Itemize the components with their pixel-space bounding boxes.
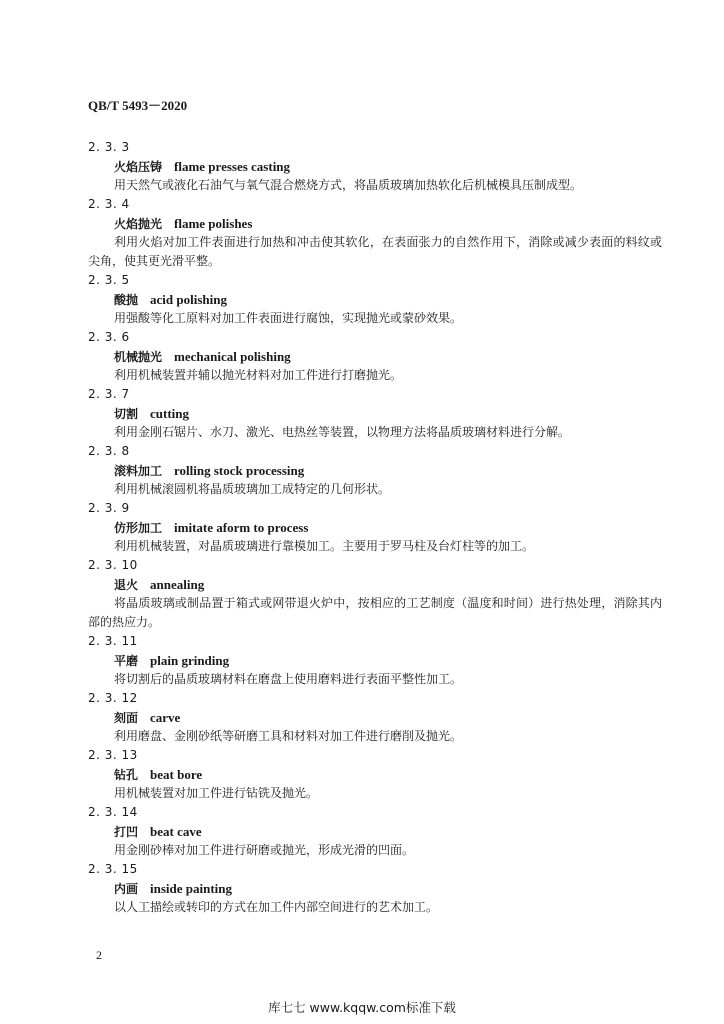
term-list xyxy=(88,138,662,917)
clause-number: 2. 3. 6 xyxy=(88,330,130,344)
term-definition: 利用金刚石锯片、水刀、激光、电热丝等装置，以物理方法将晶质玻璃材料进行分解。 xyxy=(114,425,571,439)
term-definition: 利用火焰对加工件表面进行加热和冲击使其软化，在表面张力的自然作用下，消除或减少表面的料纹或尖角，使其更光滑平整。 xyxy=(88,235,662,268)
term-en: carve xyxy=(150,710,181,725)
term-definition: 用天然气或液化石油气与氧气混合燃烧方式，将晶质玻璃加热软化后机械模具压制成型。 xyxy=(114,178,583,192)
term-heading xyxy=(88,575,662,594)
clause-number: 2. 3. 12 xyxy=(88,691,138,705)
term-heading xyxy=(88,651,662,670)
term-entry xyxy=(88,689,662,746)
page-number: 2 xyxy=(96,948,102,962)
term-en: plain grinding xyxy=(150,653,230,668)
term-entry xyxy=(88,328,662,385)
term-definition: 用机械装置对加工件进行钻铣及抛光。 xyxy=(114,786,319,800)
term-zh: 滚料加工 xyxy=(114,464,163,478)
term-en: beat bore xyxy=(150,767,203,782)
term-zh: 钻孔 xyxy=(114,768,139,782)
term-heading xyxy=(88,879,662,898)
term-entry xyxy=(88,138,662,195)
term-en: flame polishes xyxy=(174,216,253,231)
clause-number: 2. 3. 10 xyxy=(88,558,138,572)
term-en: beat cave xyxy=(150,824,202,839)
term-zh: 仿形加工 xyxy=(114,521,163,535)
term-definition: 利用机械装置，对晶质玻璃进行靠模加工。主要用于罗马柱及台灯柱等的加工。 xyxy=(114,539,535,553)
term-zh: 刻面 xyxy=(114,711,139,725)
term-entry xyxy=(88,195,662,271)
clause-number: 2. 3. 3 xyxy=(88,140,130,154)
clause-number: 2. 3. 8 xyxy=(88,444,130,458)
term-heading xyxy=(88,765,662,784)
term-en: acid polishing xyxy=(150,292,227,307)
term-heading xyxy=(88,347,662,366)
term-en: inside painting xyxy=(150,881,233,896)
term-heading xyxy=(88,822,662,841)
term-entry xyxy=(88,385,662,442)
term-definition: 将晶质玻璃或制品置于箱式或网带退火炉中，按相应的工艺制度（温度和时间）进行热处理，消除其内部的热应力。 xyxy=(88,596,662,629)
footer-watermark: 库七七 www.kqqw.com标准下载 xyxy=(268,1000,456,1015)
term-entry xyxy=(88,499,662,556)
term-en: mechanical polishing xyxy=(174,349,291,364)
clause-number: 2. 3. 7 xyxy=(88,387,130,401)
term-zh: 平磨 xyxy=(114,654,139,668)
clause-number: 2. 3. 9 xyxy=(88,501,130,515)
term-entry xyxy=(88,746,662,803)
term-entry xyxy=(88,271,662,328)
clause-number: 2. 3. 14 xyxy=(88,805,138,819)
term-zh: 切割 xyxy=(114,407,139,421)
term-entry xyxy=(88,860,662,917)
term-zh: 打凹 xyxy=(114,825,139,839)
term-en: annealing xyxy=(150,577,205,592)
term-heading xyxy=(88,290,662,309)
term-heading xyxy=(88,157,662,176)
term-zh: 火焰抛光 xyxy=(114,217,163,231)
term-definition: 以人工描绘或转印的方式在加工件内部空间进行的艺术加工。 xyxy=(114,900,439,914)
term-en: imitate aform to process xyxy=(174,520,309,535)
clause-number: 2. 3. 5 xyxy=(88,273,130,287)
term-entry xyxy=(88,632,662,689)
term-entry xyxy=(88,803,662,860)
term-zh: 机械抛光 xyxy=(114,350,163,364)
clause-number: 2. 3. 4 xyxy=(88,197,130,211)
clause-number: 2. 3. 11 xyxy=(88,634,138,648)
term-zh: 火焰压铸 xyxy=(114,160,163,174)
term-definition: 用金刚砂棒对加工件进行研磨或抛光，形成光滑的凹面。 xyxy=(114,843,415,857)
clause-number: 2. 3. 15 xyxy=(88,862,138,876)
term-definition: 用强酸等化工原料对加工件表面进行腐蚀，实现抛光或蒙砂效果。 xyxy=(114,311,463,325)
term-definition: 利用磨盘、金刚砂纸等研磨工具和材料对加工件进行磨削及抛光。 xyxy=(114,729,463,743)
term-heading xyxy=(88,461,662,480)
standard-code: QB/T 5493－2020 xyxy=(88,98,188,113)
term-entry xyxy=(88,556,662,632)
term-definition: 利用机械装置并辅以抛光材料对加工件进行打磨抛光。 xyxy=(114,368,403,382)
term-entry xyxy=(88,442,662,499)
term-en: cutting xyxy=(150,406,190,421)
term-heading xyxy=(88,404,662,423)
term-en: rolling stock processing xyxy=(174,463,305,478)
term-definition: 利用机械滚圆机将晶质玻璃加工成特定的几何形状。 xyxy=(114,482,391,496)
term-heading xyxy=(88,518,662,537)
term-zh: 内画 xyxy=(114,882,139,896)
term-heading xyxy=(88,708,662,727)
term-heading xyxy=(88,214,662,233)
term-zh: 退火 xyxy=(114,578,139,592)
term-en: flame presses casting xyxy=(174,159,291,174)
term-definition: 将切割后的晶质玻璃材料在磨盘上使用磨料进行表面平整性加工。 xyxy=(114,672,463,686)
clause-number: 2. 3. 13 xyxy=(88,748,138,762)
term-zh: 酸抛 xyxy=(114,293,139,307)
